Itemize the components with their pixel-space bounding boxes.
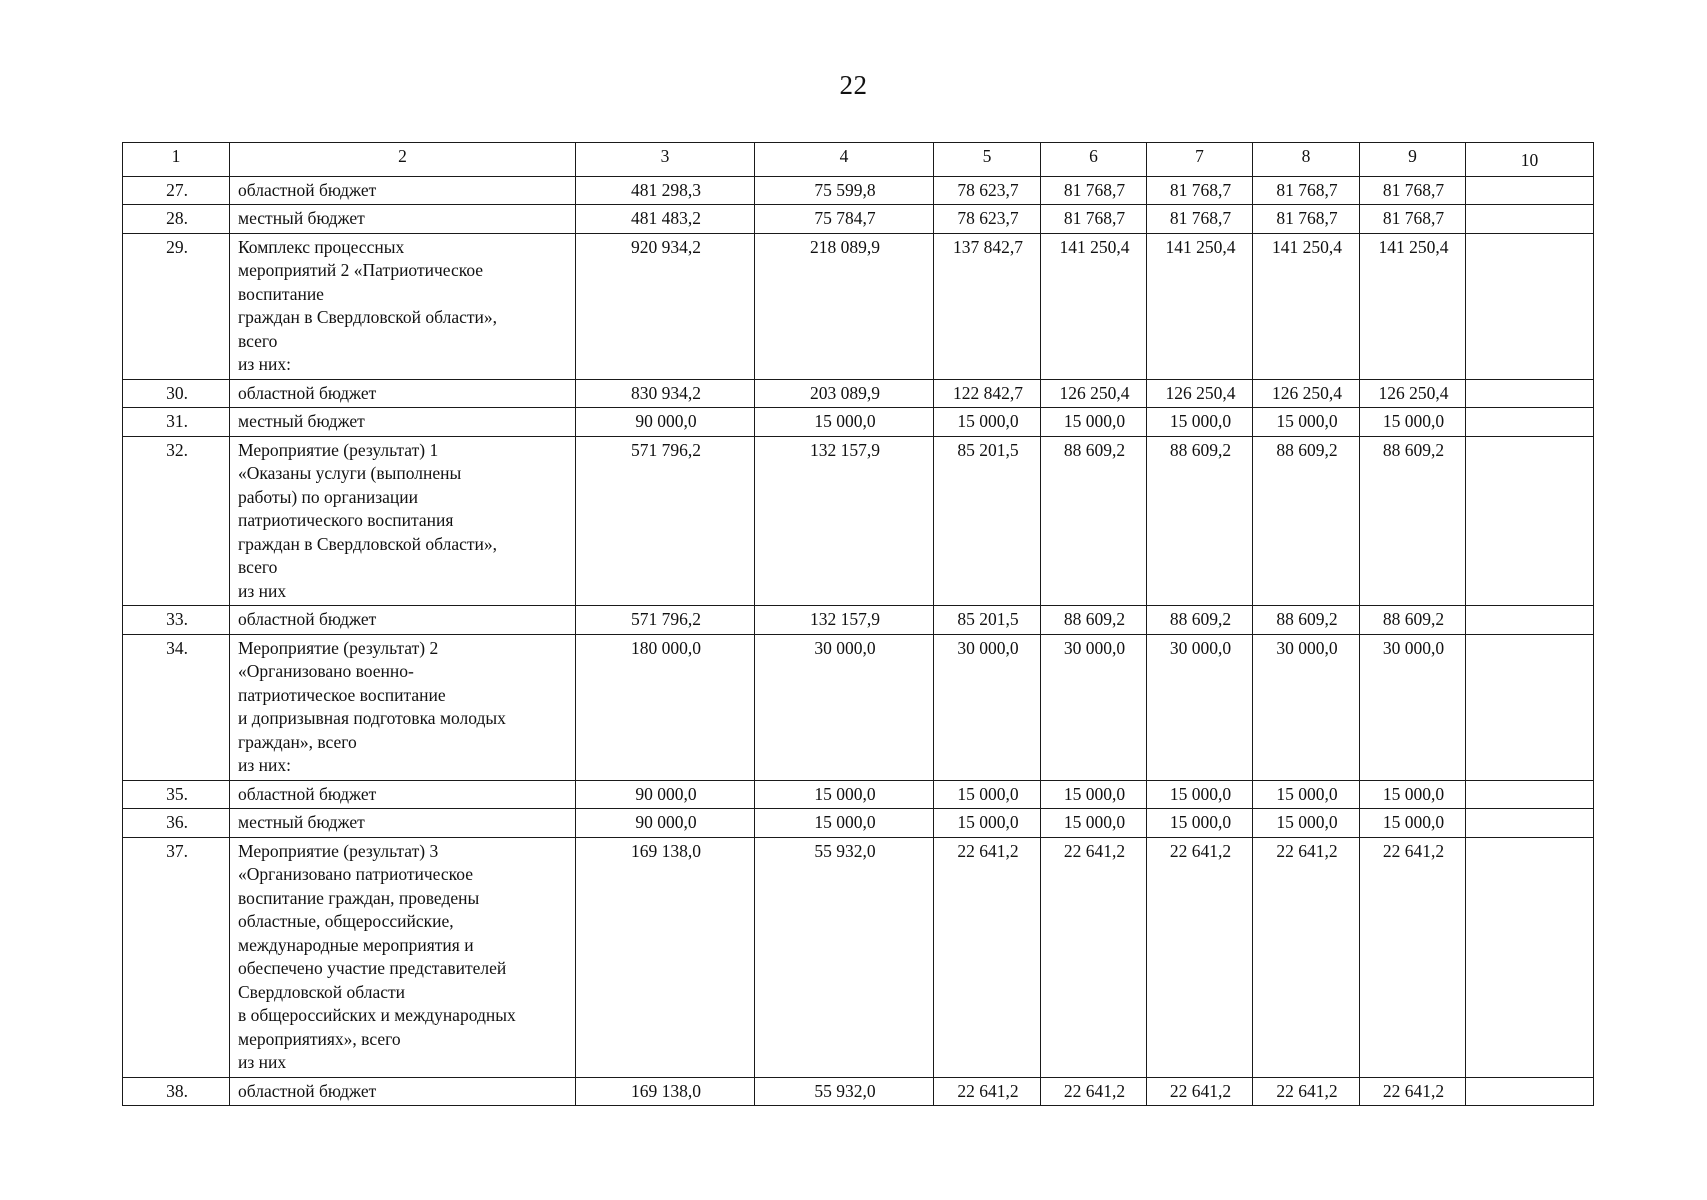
value-cell: 88 609,2 — [1147, 606, 1253, 635]
row-number: 34. — [123, 634, 230, 780]
column-header: 2 — [230, 143, 576, 177]
row-number: 32. — [123, 436, 230, 606]
column-header: 7 — [1147, 143, 1253, 177]
column-header: 8 — [1253, 143, 1360, 177]
row-name: местный бюджет — [230, 205, 576, 234]
value-cell: 55 932,0 — [755, 1077, 934, 1106]
row-name: местный бюджет — [230, 809, 576, 838]
value-cell: 81 768,7 — [1253, 205, 1360, 234]
column-header: 5 — [934, 143, 1041, 177]
row-name: Мероприятие (результат) 1 «Оказаны услуги (выполнены работы) по организации патриотического воспитания граждан в Свердловской области», всего из них — [230, 436, 576, 606]
value-cell: 81 768,7 — [1360, 176, 1466, 205]
value-cell: 22 641,2 — [1041, 837, 1147, 1077]
row-number: 30. — [123, 379, 230, 408]
table-row — [123, 634, 1594, 780]
value-cell: 88 609,2 — [1360, 606, 1466, 635]
row-name: областной бюджет — [230, 606, 576, 635]
column-header: 1 — [123, 143, 230, 177]
value-cell: 15 000,0 — [1147, 809, 1253, 838]
value-cell: 81 768,7 — [1147, 205, 1253, 234]
column-header: 10 — [1466, 143, 1594, 177]
value-cell: 15 000,0 — [755, 408, 934, 437]
value-cell — [1466, 379, 1594, 408]
value-cell: 15 000,0 — [1041, 408, 1147, 437]
value-cell — [1466, 1077, 1594, 1106]
value-cell: 15 000,0 — [1253, 809, 1360, 838]
table-row — [123, 809, 1594, 838]
value-cell: 22 641,2 — [1253, 1077, 1360, 1106]
value-cell: 122 842,7 — [934, 379, 1041, 408]
value-cell — [1466, 780, 1594, 809]
table-row — [123, 436, 1594, 606]
value-cell: 15 000,0 — [1253, 408, 1360, 437]
value-cell: 22 641,2 — [934, 837, 1041, 1077]
column-header: 9 — [1360, 143, 1466, 177]
row-name: областной бюджет — [230, 1077, 576, 1106]
value-cell: 15 000,0 — [1360, 809, 1466, 838]
value-cell: 75 599,8 — [755, 176, 934, 205]
row-number: 35. — [123, 780, 230, 809]
value-cell: 830 934,2 — [576, 379, 755, 408]
row-number: 31. — [123, 408, 230, 437]
table-body — [123, 176, 1594, 1106]
column-header: 3 — [576, 143, 755, 177]
row-name: Мероприятие (результат) 2 «Организовано военно- патриотическое воспитание и допризывная подготовка молодых граждан», всего из них: — [230, 634, 576, 780]
value-cell: 571 796,2 — [576, 606, 755, 635]
value-cell: 88 609,2 — [1253, 606, 1360, 635]
row-number: 28. — [123, 205, 230, 234]
table-row — [123, 606, 1594, 635]
value-cell: 15 000,0 — [1041, 780, 1147, 809]
value-cell: 126 250,4 — [1253, 379, 1360, 408]
value-cell: 81 768,7 — [1041, 205, 1147, 234]
value-cell: 15 000,0 — [755, 780, 934, 809]
value-cell: 126 250,4 — [1147, 379, 1253, 408]
value-cell: 169 138,0 — [576, 837, 755, 1077]
value-cell: 132 157,9 — [755, 436, 934, 606]
value-cell: 132 157,9 — [755, 606, 934, 635]
row-number: 38. — [123, 1077, 230, 1106]
table-row — [123, 837, 1594, 1077]
row-number: 37. — [123, 837, 230, 1077]
value-cell — [1466, 837, 1594, 1077]
value-cell: 15 000,0 — [1360, 780, 1466, 809]
value-cell: 15 000,0 — [934, 780, 1041, 809]
value-cell: 30 000,0 — [1147, 634, 1253, 780]
value-cell: 81 768,7 — [1147, 176, 1253, 205]
value-cell: 481 298,3 — [576, 176, 755, 205]
value-cell — [1466, 233, 1594, 379]
value-cell: 22 641,2 — [1147, 837, 1253, 1077]
value-cell: 203 089,9 — [755, 379, 934, 408]
value-cell: 141 250,4 — [1360, 233, 1466, 379]
row-name: Мероприятие (результат) 3 «Организовано патриотическое воспитание граждан, проведены областные, общероссийские, международные мероприятия и обеспечено участие представителей Свердловской области в общероссийских и международных мероприятиях», всего из них — [230, 837, 576, 1077]
row-number: 27. — [123, 176, 230, 205]
value-cell: 81 768,7 — [1253, 176, 1360, 205]
value-cell: 78 623,7 — [934, 205, 1041, 234]
row-number: 36. — [123, 809, 230, 838]
value-cell — [1466, 606, 1594, 635]
value-cell: 141 250,4 — [1253, 233, 1360, 379]
value-cell: 90 000,0 — [576, 809, 755, 838]
value-cell: 22 641,2 — [1253, 837, 1360, 1077]
value-cell: 137 842,7 — [934, 233, 1041, 379]
value-cell: 88 609,2 — [1041, 606, 1147, 635]
value-cell: 218 089,9 — [755, 233, 934, 379]
value-cell: 85 201,5 — [934, 436, 1041, 606]
value-cell — [1466, 205, 1594, 234]
value-cell — [1466, 436, 1594, 606]
value-cell: 88 609,2 — [1253, 436, 1360, 606]
table-row — [123, 1077, 1594, 1106]
table-row — [123, 205, 1594, 234]
value-cell: 141 250,4 — [1147, 233, 1253, 379]
header-row — [123, 143, 1594, 177]
page-number: 22 — [839, 70, 868, 100]
value-cell: 22 641,2 — [1360, 1077, 1466, 1106]
value-cell: 88 609,2 — [1360, 436, 1466, 606]
value-cell: 15 000,0 — [1360, 408, 1466, 437]
value-cell: 481 483,2 — [576, 205, 755, 234]
value-cell: 126 250,4 — [1360, 379, 1466, 408]
row-name: областной бюджет — [230, 379, 576, 408]
value-cell: 22 641,2 — [934, 1077, 1041, 1106]
value-cell: 75 784,7 — [755, 205, 934, 234]
value-cell: 81 768,7 — [1360, 205, 1466, 234]
value-cell: 571 796,2 — [576, 436, 755, 606]
value-cell: 15 000,0 — [934, 809, 1041, 838]
row-name: Комплекс процессных мероприятий 2 «Патриотическое воспитание граждан в Свердловской области», всего из них: — [230, 233, 576, 379]
row-name: областной бюджет — [230, 176, 576, 205]
value-cell: 90 000,0 — [576, 408, 755, 437]
column-header: 4 — [755, 143, 934, 177]
row-number: 33. — [123, 606, 230, 635]
table-row — [123, 408, 1594, 437]
value-cell: 920 934,2 — [576, 233, 755, 379]
row-name: местный бюджет — [230, 408, 576, 437]
value-cell: 22 641,2 — [1360, 837, 1466, 1077]
value-cell: 30 000,0 — [755, 634, 934, 780]
value-cell: 78 623,7 — [934, 176, 1041, 205]
value-cell: 22 641,2 — [1041, 1077, 1147, 1106]
value-cell: 30 000,0 — [1253, 634, 1360, 780]
value-cell: 15 000,0 — [1147, 780, 1253, 809]
value-cell: 22 641,2 — [1147, 1077, 1253, 1106]
value-cell: 30 000,0 — [1041, 634, 1147, 780]
value-cell: 141 250,4 — [1041, 233, 1147, 379]
value-cell: 15 000,0 — [1253, 780, 1360, 809]
table-row — [123, 233, 1594, 379]
table-row — [123, 780, 1594, 809]
value-cell — [1466, 634, 1594, 780]
column-header: 6 — [1041, 143, 1147, 177]
value-cell: 15 000,0 — [1041, 809, 1147, 838]
value-cell: 88 609,2 — [1041, 436, 1147, 606]
value-cell: 30 000,0 — [1360, 634, 1466, 780]
value-cell: 81 768,7 — [1041, 176, 1147, 205]
row-number: 29. — [123, 233, 230, 379]
value-cell: 85 201,5 — [934, 606, 1041, 635]
value-cell: 15 000,0 — [1147, 408, 1253, 437]
table-row — [123, 379, 1594, 408]
value-cell: 55 932,0 — [755, 837, 934, 1077]
row-name: областной бюджет — [230, 780, 576, 809]
table-row — [123, 176, 1594, 205]
budget-table — [122, 142, 1594, 1106]
value-cell: 15 000,0 — [934, 408, 1041, 437]
value-cell: 15 000,0 — [755, 809, 934, 838]
value-cell: 30 000,0 — [934, 634, 1041, 780]
value-cell — [1466, 408, 1594, 437]
value-cell: 126 250,4 — [1041, 379, 1147, 408]
value-cell — [1466, 176, 1594, 205]
value-cell: 180 000,0 — [576, 634, 755, 780]
value-cell — [1466, 809, 1594, 838]
value-cell: 90 000,0 — [576, 780, 755, 809]
value-cell: 169 138,0 — [576, 1077, 755, 1106]
value-cell: 88 609,2 — [1147, 436, 1253, 606]
